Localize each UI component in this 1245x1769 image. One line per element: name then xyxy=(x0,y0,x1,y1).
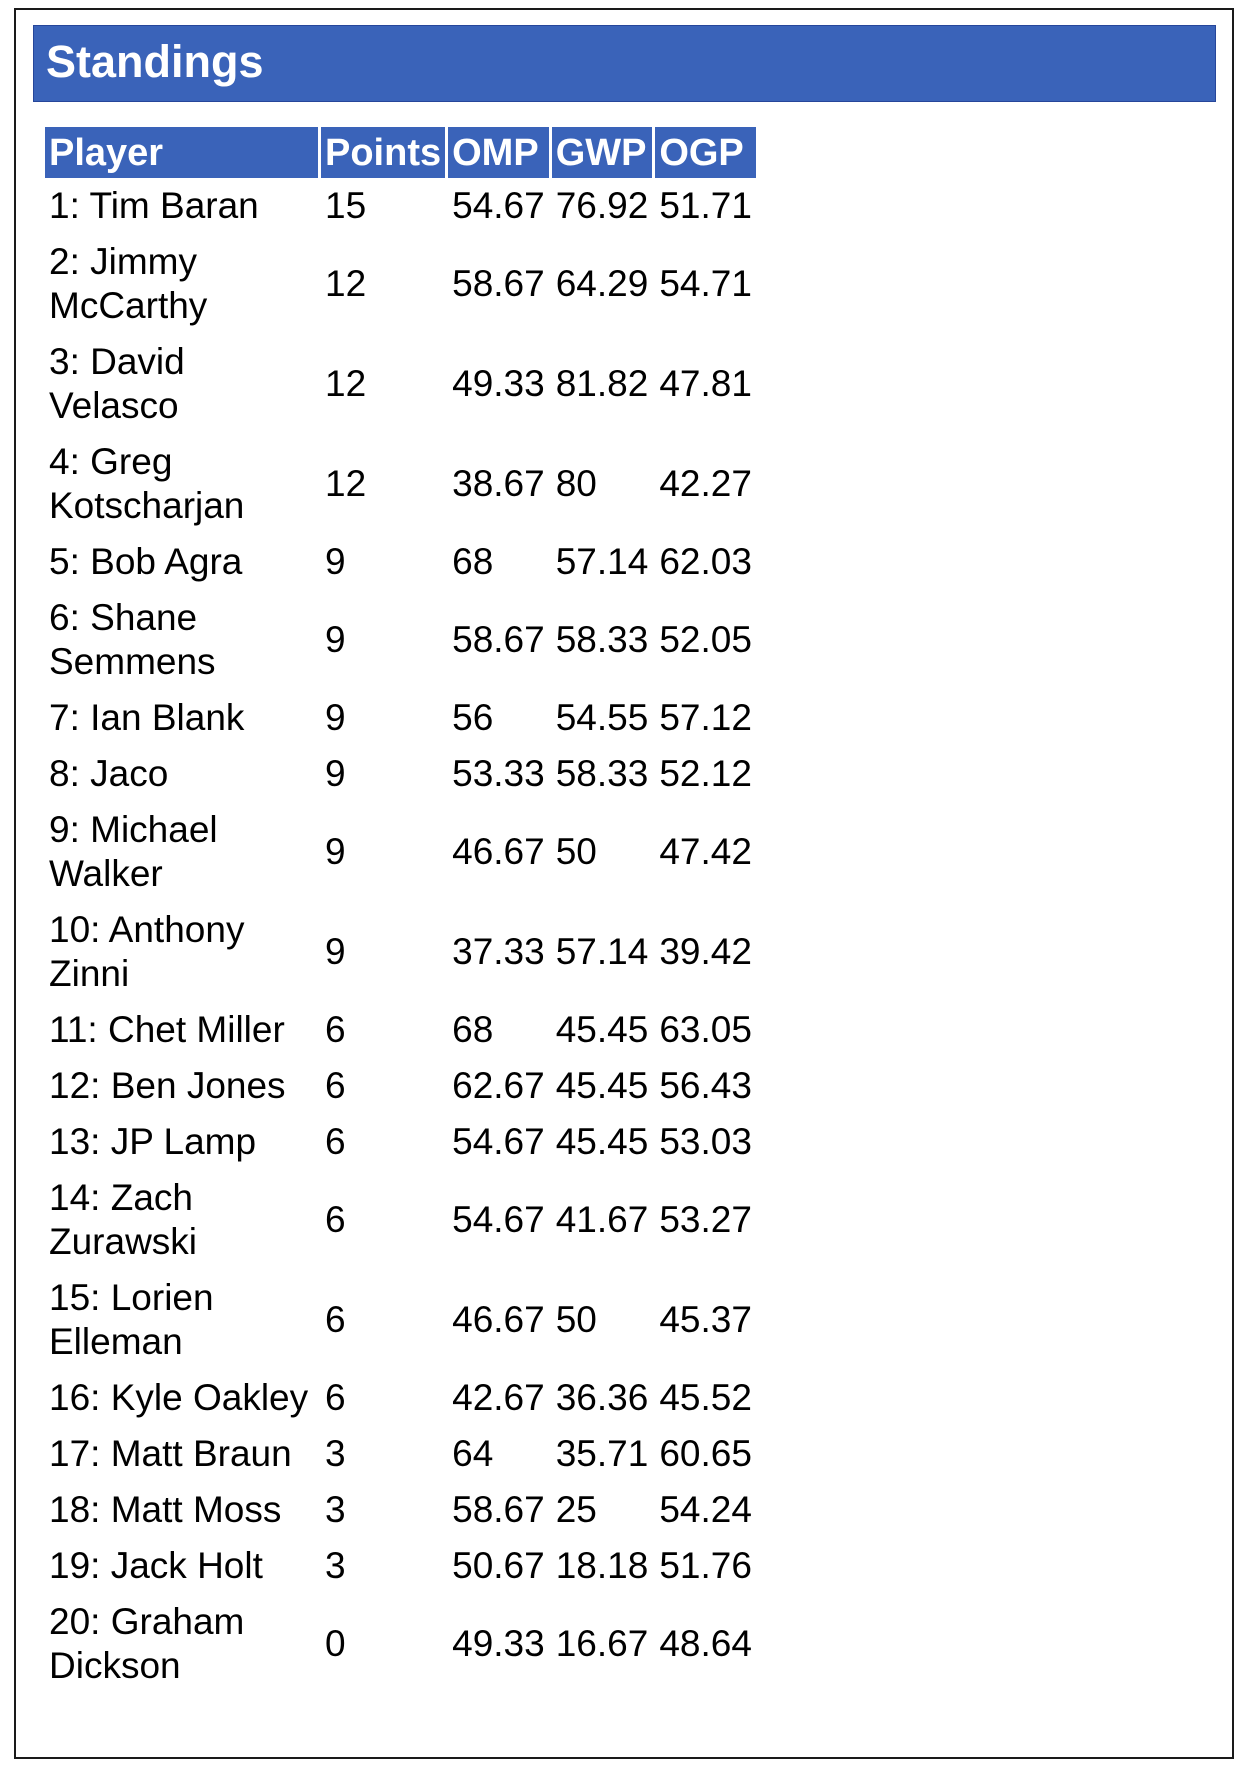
points-cell: 9 xyxy=(325,697,346,738)
ogp-cell: 53.03 xyxy=(659,1121,752,1162)
table-row xyxy=(45,1002,756,1058)
player-cell: 7: Ian Blank xyxy=(49,697,245,738)
gwp-cell: 41.67 xyxy=(555,1199,649,1240)
gwp-cell: 50 xyxy=(555,831,597,872)
table-row xyxy=(45,1270,756,1370)
omp-cell: 49.33 xyxy=(452,363,545,404)
gwp-cell: 76.92 xyxy=(555,185,649,226)
points-cell: 3 xyxy=(325,1433,346,1474)
gwp-cell: 80 xyxy=(555,463,597,504)
ogp-cell: 60.65 xyxy=(659,1433,752,1474)
gwp-cell: 81.82 xyxy=(555,363,649,404)
table-row xyxy=(45,1426,756,1482)
points-cell: 0 xyxy=(325,1623,346,1664)
points-cell: 9 xyxy=(325,753,346,794)
gwp-cell: 18.18 xyxy=(555,1545,649,1586)
gwp-cell: 45.45 xyxy=(555,1121,649,1162)
ogp-cell: 47.81 xyxy=(659,363,752,404)
ogp-cell: 45.52 xyxy=(659,1377,752,1418)
points-cell: 3 xyxy=(325,1545,346,1586)
player-cell: 9: Michael Walker xyxy=(49,809,218,894)
player-cell: 5: Bob Agra xyxy=(49,541,243,582)
table-row xyxy=(45,1170,756,1270)
standings-table xyxy=(42,127,759,1694)
gwp-cell: 45.45 xyxy=(555,1009,649,1050)
ogp-cell: 47.42 xyxy=(659,831,752,872)
omp-cell: 68 xyxy=(452,541,494,582)
table-row xyxy=(45,1594,756,1694)
ogp-cell: 54.71 xyxy=(659,263,752,304)
gwp-cell: 58.33 xyxy=(555,753,649,794)
points-cell: 6 xyxy=(325,1009,346,1050)
omp-cell: 49.33 xyxy=(452,1623,545,1664)
table-row xyxy=(45,434,756,534)
player-cell: 19: Jack Holt xyxy=(49,1545,263,1586)
player-cell: 16: Kyle Oakley xyxy=(49,1377,309,1418)
points-cell: 9 xyxy=(325,831,346,872)
points-cell: 6 xyxy=(325,1121,346,1162)
table-row xyxy=(45,334,756,434)
omp-cell: 54.67 xyxy=(452,1121,545,1162)
table-row xyxy=(45,1058,756,1114)
omp-cell: 38.67 xyxy=(452,463,545,504)
gwp-cell: 64.29 xyxy=(555,263,649,304)
page-title: Standings xyxy=(46,36,264,87)
table-row xyxy=(45,1370,756,1426)
points-cell: 12 xyxy=(325,263,367,304)
player-cell: 10: Anthony Zinni xyxy=(49,909,245,994)
points-cell: 6 xyxy=(325,1065,346,1106)
omp-cell: 62.67 xyxy=(452,1065,545,1106)
omp-cell: 58.67 xyxy=(452,619,545,660)
player-cell: 2: Jimmy McCarthy xyxy=(49,241,208,326)
ogp-cell: 57.12 xyxy=(659,697,752,738)
points-cell: 3 xyxy=(325,1489,346,1530)
gwp-cell: 54.55 xyxy=(555,697,649,738)
points-cell: 6 xyxy=(325,1299,346,1340)
column-header-ogp: OGP xyxy=(655,127,756,178)
points-cell: 9 xyxy=(325,541,346,582)
ogp-cell: 53.27 xyxy=(659,1199,752,1240)
omp-cell: 46.67 xyxy=(452,1299,545,1340)
column-header-player: Player xyxy=(45,127,318,178)
points-cell: 12 xyxy=(325,463,367,504)
player-cell: 3: David Velasco xyxy=(49,341,185,426)
table-row xyxy=(45,234,756,334)
table-row xyxy=(45,590,756,690)
table-row xyxy=(45,690,756,746)
player-cell: 8: Jaco xyxy=(49,753,169,794)
title-bar xyxy=(33,25,1216,102)
points-cell: 6 xyxy=(325,1199,346,1240)
player-cell: 6: Shane Semmens xyxy=(49,597,216,682)
gwp-cell: 25 xyxy=(555,1489,597,1530)
table-row xyxy=(45,1538,756,1594)
ogp-cell: 63.05 xyxy=(659,1009,752,1050)
column-header-omp: OMP xyxy=(448,127,549,178)
player-cell: 11: Chet Miller xyxy=(49,1009,285,1050)
table-row xyxy=(45,1482,756,1538)
points-cell: 6 xyxy=(325,1377,346,1418)
points-cell: 15 xyxy=(325,185,367,226)
gwp-cell: 45.45 xyxy=(555,1065,649,1106)
player-cell: 12: Ben Jones xyxy=(49,1065,286,1106)
table-row xyxy=(45,178,756,234)
omp-cell: 58.67 xyxy=(452,1489,545,1530)
ogp-cell: 45.37 xyxy=(659,1299,752,1340)
player-cell: 20: Graham Dickson xyxy=(49,1601,245,1686)
ogp-cell: 39.42 xyxy=(659,931,752,972)
standings-panel xyxy=(14,8,1234,1759)
column-header-gwp: GWP xyxy=(552,127,653,178)
omp-cell: 54.67 xyxy=(452,185,545,226)
player-cell: 18: Matt Moss xyxy=(49,1489,282,1530)
gwp-cell: 57.14 xyxy=(555,541,649,582)
ogp-cell: 54.24 xyxy=(659,1489,752,1530)
omp-cell: 53.33 xyxy=(452,753,545,794)
omp-cell: 37.33 xyxy=(452,931,545,972)
player-cell: 4: Greg Kotscharjan xyxy=(49,441,245,526)
player-cell: 1: Tim Baran xyxy=(49,185,259,226)
ogp-cell: 52.05 xyxy=(659,619,752,660)
player-cell: 15: Lorien Elleman xyxy=(49,1277,214,1362)
omp-cell: 50.67 xyxy=(452,1545,545,1586)
ogp-cell: 51.76 xyxy=(659,1545,752,1586)
player-cell: 13: JP Lamp xyxy=(49,1121,257,1162)
table-row xyxy=(45,534,756,590)
column-header-points: Points xyxy=(321,127,445,178)
points-cell: 9 xyxy=(325,619,346,660)
gwp-cell: 58.33 xyxy=(555,619,649,660)
omp-cell: 42.67 xyxy=(452,1377,545,1418)
omp-cell: 54.67 xyxy=(452,1199,545,1240)
omp-cell: 68 xyxy=(452,1009,494,1050)
ogp-cell: 48.64 xyxy=(659,1623,752,1664)
ogp-cell: 56.43 xyxy=(659,1065,752,1106)
gwp-cell: 36.36 xyxy=(555,1377,649,1418)
points-cell: 12 xyxy=(325,363,367,404)
ogp-cell: 62.03 xyxy=(659,541,752,582)
omp-cell: 64 xyxy=(452,1433,494,1474)
ogp-cell: 42.27 xyxy=(659,463,752,504)
table-row xyxy=(45,902,756,1002)
table-row xyxy=(45,1114,756,1170)
omp-cell: 46.67 xyxy=(452,831,545,872)
gwp-cell: 35.71 xyxy=(555,1433,649,1474)
omp-cell: 56 xyxy=(452,697,494,738)
gwp-cell: 16.67 xyxy=(555,1623,649,1664)
player-cell: 17: Matt Braun xyxy=(49,1433,292,1474)
omp-cell: 58.67 xyxy=(452,263,545,304)
player-cell: 14: Zach Zurawski xyxy=(49,1177,198,1262)
gwp-cell: 57.14 xyxy=(555,931,649,972)
header-row xyxy=(45,127,756,178)
points-cell: 9 xyxy=(325,931,346,972)
ogp-cell: 51.71 xyxy=(659,185,752,226)
table-row xyxy=(45,802,756,902)
gwp-cell: 50 xyxy=(555,1299,597,1340)
ogp-cell: 52.12 xyxy=(659,753,752,794)
table-row xyxy=(45,746,756,802)
